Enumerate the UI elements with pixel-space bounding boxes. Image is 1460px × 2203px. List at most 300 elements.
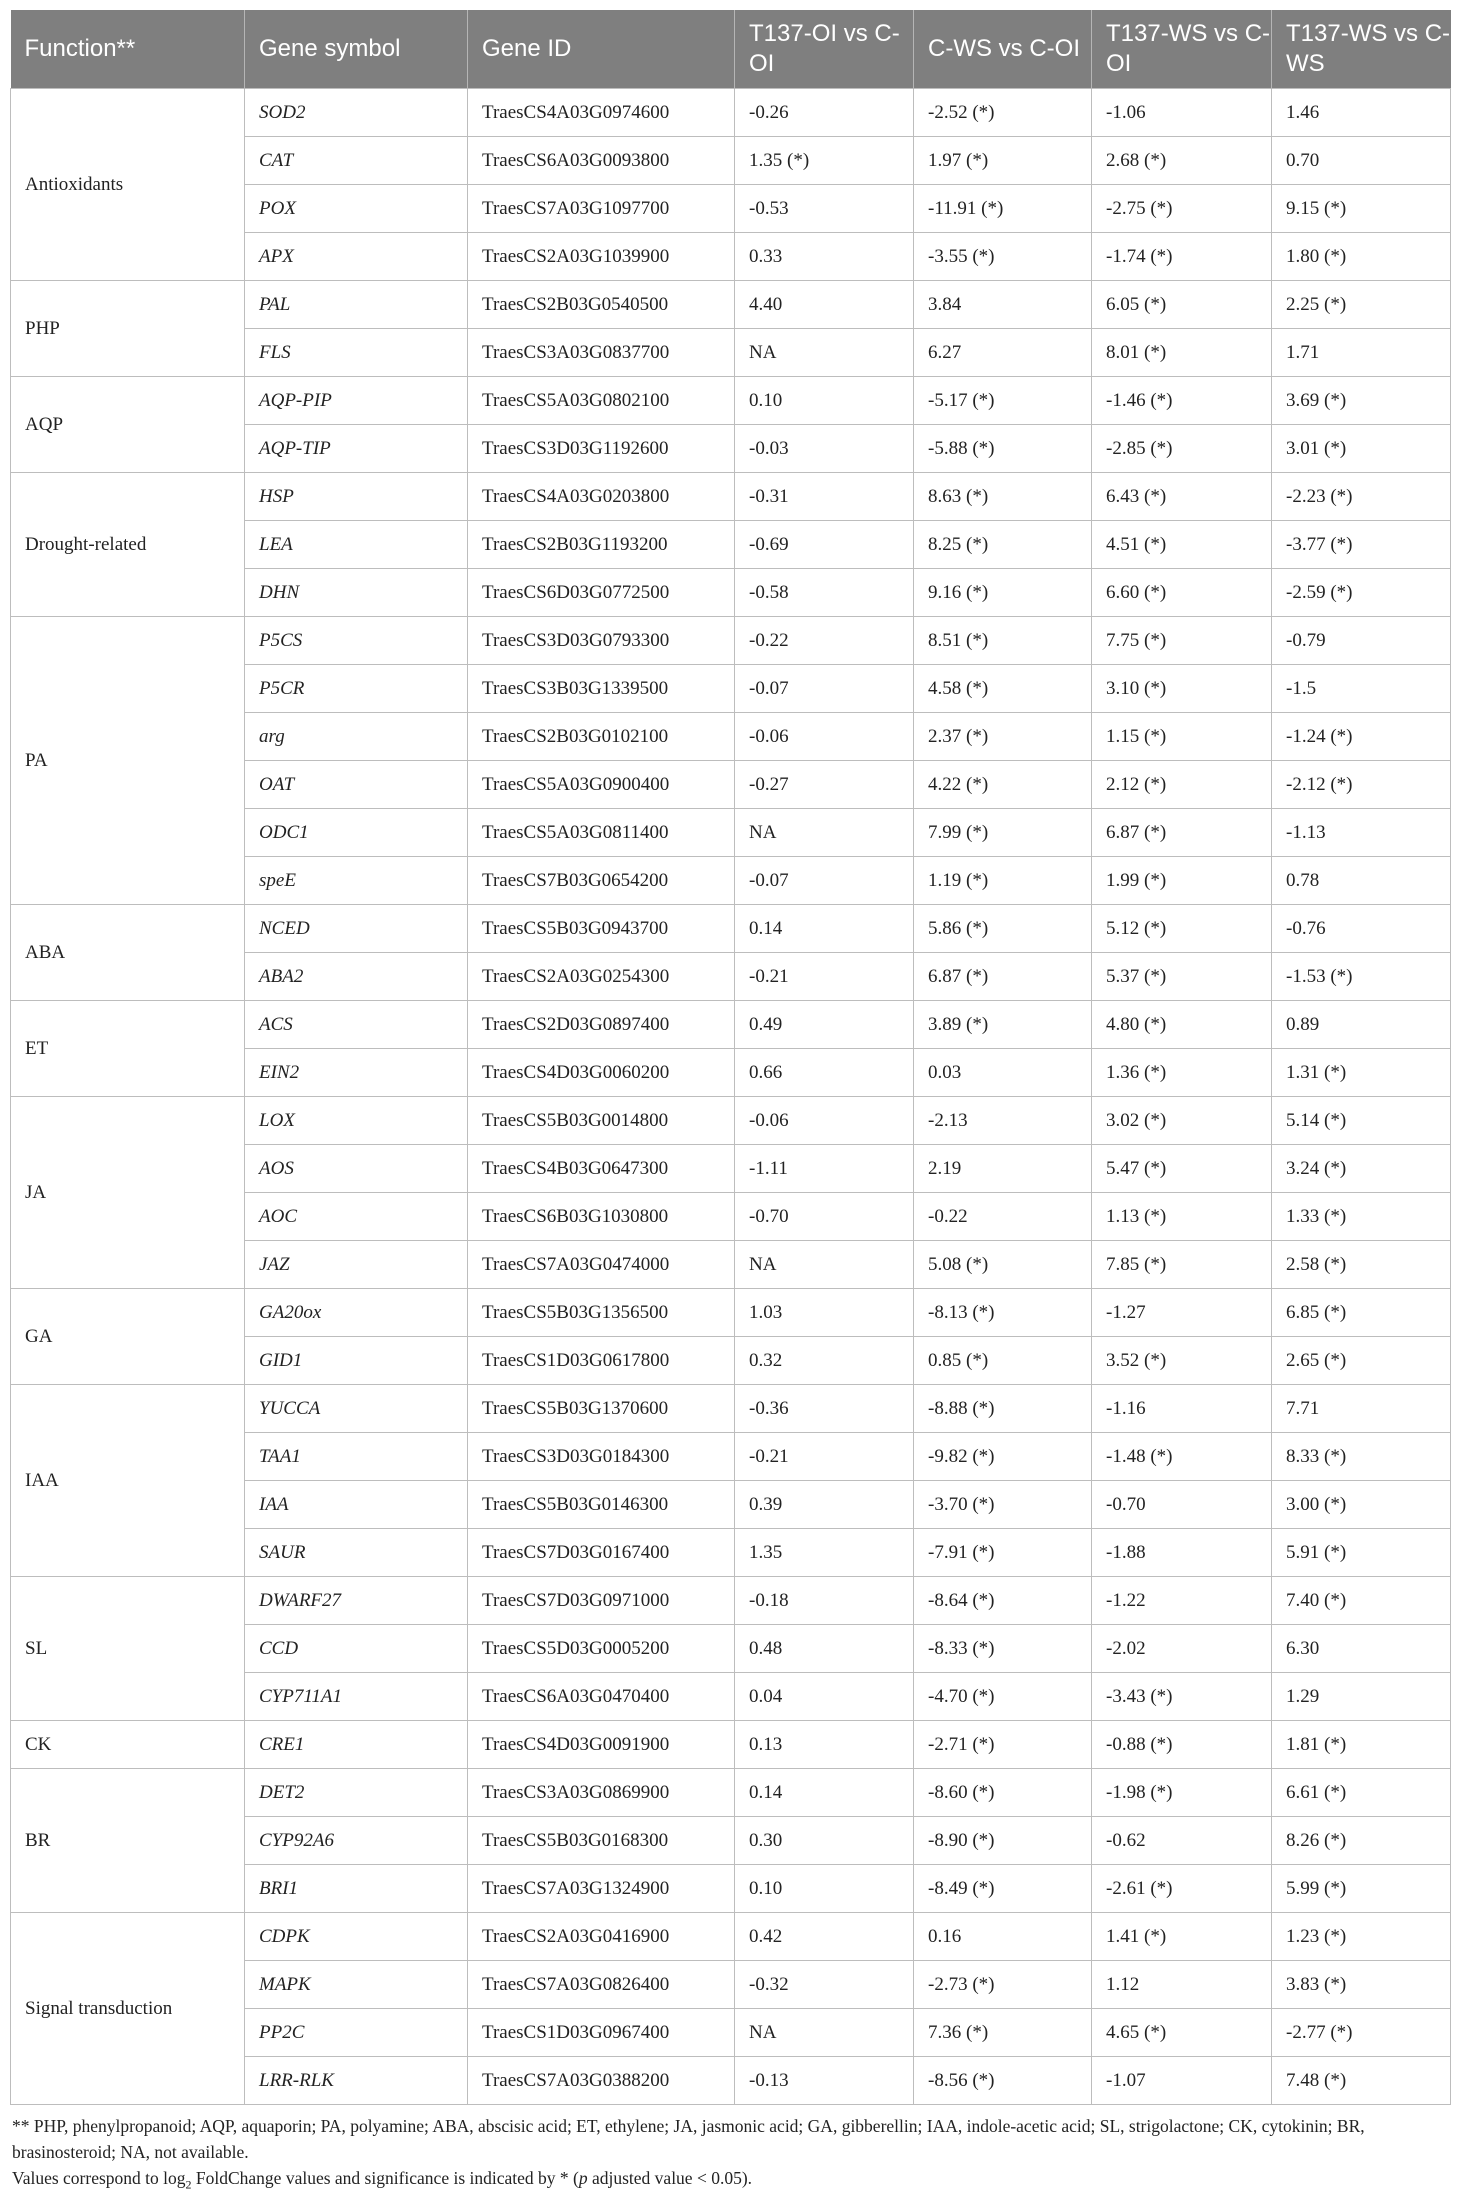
t137-oi-vs-c-oi-cell: -0.03 [735,425,914,473]
gene-id-cell: TraesCS3A03G0837700 [468,329,735,377]
gene-symbol-cell: CRE1 [245,1721,468,1769]
t137-ws-vs-c-ws-cell: 5.91 (*) [1272,1529,1451,1577]
t137-ws-vs-c-oi-cell: 6.43 (*) [1092,473,1272,521]
t137-oi-vs-c-oi-cell: -0.06 [735,1097,914,1145]
header-t137-ws-vs-c-oi: T137-WS vs C-OI [1092,10,1272,89]
gene-id-cell: TraesCS5A03G0802100 [468,377,735,425]
t137-ws-vs-c-ws-cell: -2.77 (*) [1272,2009,1451,2057]
gene-id-cell: TraesCS5B03G1356500 [468,1289,735,1337]
t137-oi-vs-c-oi-cell: 0.13 [735,1721,914,1769]
header-gene-id: Gene ID [468,10,735,89]
t137-ws-vs-c-oi-cell: 4.51 (*) [1092,521,1272,569]
t137-ws-vs-c-ws-cell: 0.70 [1272,137,1451,185]
t137-ws-vs-c-oi-cell: 8.01 (*) [1092,329,1272,377]
gene-id-cell: TraesCS7A03G1097700 [468,185,735,233]
c-ws-vs-c-oi-cell: 8.25 (*) [914,521,1092,569]
gene-symbol-cell: CAT [245,137,468,185]
gene-symbol-cell: TAA1 [245,1433,468,1481]
gene-symbol-cell: GA20ox [245,1289,468,1337]
function-cell: Drought-related [11,473,245,617]
t137-ws-vs-c-ws-cell: 9.15 (*) [1272,185,1451,233]
gene-id-cell: TraesCS2B03G1193200 [468,521,735,569]
t137-ws-vs-c-ws-cell: 0.89 [1272,1001,1451,1049]
t137-oi-vs-c-oi-cell: -1.11 [735,1145,914,1193]
c-ws-vs-c-oi-cell: 8.63 (*) [914,473,1092,521]
t137-ws-vs-c-ws-cell: 1.33 (*) [1272,1193,1451,1241]
gene-symbol-cell: OAT [245,761,468,809]
t137-ws-vs-c-ws-cell: 3.00 (*) [1272,1481,1451,1529]
gene-id-cell: TraesCS4A03G0974600 [468,89,735,137]
t137-ws-vs-c-ws-cell: -0.79 [1272,617,1451,665]
c-ws-vs-c-oi-cell: 3.84 [914,281,1092,329]
t137-oi-vs-c-oi-cell: -0.58 [735,569,914,617]
t137-ws-vs-c-ws-cell: 8.33 (*) [1272,1433,1451,1481]
table-row [11,1913,1451,1961]
gene-id-cell: TraesCS2D03G0897400 [468,1001,735,1049]
t137-ws-vs-c-ws-cell: 3.83 (*) [1272,1961,1451,2009]
t137-ws-vs-c-oi-cell: -2.02 [1092,1625,1272,1673]
gene-symbol-cell: AQP-TIP [245,425,468,473]
c-ws-vs-c-oi-cell: 8.51 (*) [914,617,1092,665]
table-header [11,10,1451,89]
function-cell: CK [11,1721,245,1769]
table-container [10,10,1450,2198]
function-cell: AQP [11,377,245,473]
t137-oi-vs-c-oi-cell: -0.06 [735,713,914,761]
t137-ws-vs-c-oi-cell: 7.85 (*) [1092,1241,1272,1289]
function-cell: IAA [11,1385,245,1577]
t137-ws-vs-c-ws-cell: -1.5 [1272,665,1451,713]
t137-oi-vs-c-oi-cell: NA [735,329,914,377]
gene-symbol-cell: SOD2 [245,89,468,137]
t137-ws-vs-c-ws-cell: -3.77 (*) [1272,521,1451,569]
t137-ws-vs-c-oi-cell: 2.68 (*) [1092,137,1272,185]
gene-symbol-cell: ACS [245,1001,468,1049]
table-row [11,89,1451,137]
c-ws-vs-c-oi-cell: -11.91 (*) [914,185,1092,233]
t137-oi-vs-c-oi-cell: -0.18 [735,1577,914,1625]
c-ws-vs-c-oi-cell: -8.88 (*) [914,1385,1092,1433]
gene-symbol-cell: PAL [245,281,468,329]
header-function: Function** [11,10,245,89]
function-cell: ET [11,1001,245,1097]
gene-id-cell: TraesCS6D03G0772500 [468,569,735,617]
t137-ws-vs-c-oi-cell: 1.12 [1092,1961,1272,2009]
gene-symbol-cell: EIN2 [245,1049,468,1097]
gene-id-cell: TraesCS6A03G0093800 [468,137,735,185]
gene-symbol-cell: AOS [245,1145,468,1193]
t137-oi-vs-c-oi-cell: 0.32 [735,1337,914,1385]
c-ws-vs-c-oi-cell: -8.56 (*) [914,2057,1092,2105]
t137-ws-vs-c-ws-cell: 6.61 (*) [1272,1769,1451,1817]
c-ws-vs-c-oi-cell: -0.22 [914,1193,1092,1241]
gene-symbol-cell: CDPK [245,1913,468,1961]
c-ws-vs-c-oi-cell: 2.19 [914,1145,1092,1193]
footnote-abbreviations: ** PHP, phenylpropanoid; AQP, aquaporin; PA, polyamine; ABA, abscisic acid; ET, ethylene; JA, jasmonic acid; GA, gibberellin; IAA, indole-acetic acid; SL, strigolactone; CK, cytokinin; BR, brasinosteroid; NA, not available. [12,2116,1365,2162]
c-ws-vs-c-oi-cell: 6.27 [914,329,1092,377]
t137-ws-vs-c-oi-cell: 6.60 (*) [1092,569,1272,617]
t137-oi-vs-c-oi-cell: -0.31 [735,473,914,521]
t137-oi-vs-c-oi-cell: 1.35 (*) [735,137,914,185]
t137-ws-vs-c-oi-cell: 4.80 (*) [1092,1001,1272,1049]
table-footnotes [10,2113,1450,2198]
t137-ws-vs-c-ws-cell: 3.24 (*) [1272,1145,1451,1193]
footnote-values-end: adjusted value < 0.05). [587,2168,753,2188]
gene-expression-table [10,10,1451,2105]
gene-symbol-cell: AOC [245,1193,468,1241]
t137-ws-vs-c-oi-cell: 5.47 (*) [1092,1145,1272,1193]
t137-oi-vs-c-oi-cell: 0.14 [735,905,914,953]
function-cell: BR [11,1769,245,1913]
gene-id-cell: TraesCS4D03G0091900 [468,1721,735,1769]
t137-ws-vs-c-ws-cell: 5.99 (*) [1272,1865,1451,1913]
t137-ws-vs-c-ws-cell: 7.40 (*) [1272,1577,1451,1625]
gene-id-cell: TraesCS7A03G0388200 [468,2057,735,2105]
t137-oi-vs-c-oi-cell: -0.21 [735,1433,914,1481]
gene-symbol-cell: HSP [245,473,468,521]
header-c-ws-vs-c-oi: C-WS vs C-OI [914,10,1092,89]
gene-symbol-cell: DHN [245,569,468,617]
gene-symbol-cell: DET2 [245,1769,468,1817]
c-ws-vs-c-oi-cell: -8.49 (*) [914,1865,1092,1913]
c-ws-vs-c-oi-cell: -8.90 (*) [914,1817,1092,1865]
function-cell: Antioxidants [11,89,245,281]
gene-id-cell: TraesCS5B03G1370600 [468,1385,735,1433]
table-row [11,617,1451,665]
t137-ws-vs-c-ws-cell: 8.26 (*) [1272,1817,1451,1865]
footnote-log-base: 2 [185,2177,192,2192]
gene-id-cell: TraesCS4D03G0060200 [468,1049,735,1097]
gene-symbol-cell: ABA2 [245,953,468,1001]
c-ws-vs-c-oi-cell: 1.97 (*) [914,137,1092,185]
header-t137-oi-vs-c-oi: T137-OI vs C-OI [735,10,914,89]
t137-ws-vs-c-oi-cell: -1.88 [1092,1529,1272,1577]
t137-ws-vs-c-oi-cell: -1.22 [1092,1577,1272,1625]
table-row [11,281,1451,329]
gene-id-cell: TraesCS4B03G0647300 [468,1145,735,1193]
t137-ws-vs-c-oi-cell: -1.46 (*) [1092,377,1272,425]
c-ws-vs-c-oi-cell: -2.13 [914,1097,1092,1145]
t137-ws-vs-c-ws-cell: 1.23 (*) [1272,1913,1451,1961]
t137-ws-vs-c-oi-cell: 1.15 (*) [1092,713,1272,761]
t137-ws-vs-c-oi-cell: -1.48 (*) [1092,1433,1272,1481]
t137-ws-vs-c-oi-cell: -2.85 (*) [1092,425,1272,473]
t137-ws-vs-c-ws-cell: -1.53 (*) [1272,953,1451,1001]
t137-oi-vs-c-oi-cell: 4.40 [735,281,914,329]
t137-ws-vs-c-oi-cell: -0.70 [1092,1481,1272,1529]
t137-oi-vs-c-oi-cell: -0.21 [735,953,914,1001]
t137-ws-vs-c-ws-cell: 5.14 (*) [1272,1097,1451,1145]
function-cell: GA [11,1289,245,1385]
gene-id-cell: TraesCS5B03G0146300 [468,1481,735,1529]
function-cell: PA [11,617,245,905]
header-t137-ws-vs-c-ws: T137-WS vs C-WS [1272,10,1451,89]
function-cell: ABA [11,905,245,1001]
gene-id-cell: TraesCS1D03G0967400 [468,2009,735,2057]
c-ws-vs-c-oi-cell: 9.16 (*) [914,569,1092,617]
gene-id-cell: TraesCS2A03G0416900 [468,1913,735,1961]
gene-id-cell: TraesCS2B03G0102100 [468,713,735,761]
gene-id-cell: TraesCS2A03G0254300 [468,953,735,1001]
t137-ws-vs-c-ws-cell: 1.80 (*) [1272,233,1451,281]
gene-symbol-cell: APX [245,233,468,281]
c-ws-vs-c-oi-cell: 3.89 (*) [914,1001,1092,1049]
t137-ws-vs-c-ws-cell: 3.01 (*) [1272,425,1451,473]
t137-ws-vs-c-ws-cell: 0.78 [1272,857,1451,905]
table-row [11,377,1451,425]
c-ws-vs-c-oi-cell: 7.99 (*) [914,809,1092,857]
gene-symbol-cell: NCED [245,905,468,953]
table-row [11,905,1451,953]
t137-ws-vs-c-oi-cell: -0.88 (*) [1092,1721,1272,1769]
t137-ws-vs-c-ws-cell: 1.29 [1272,1673,1451,1721]
gene-symbol-cell: FLS [245,329,468,377]
t137-ws-vs-c-oi-cell: -1.06 [1092,89,1272,137]
t137-oi-vs-c-oi-cell: NA [735,2009,914,2057]
t137-ws-vs-c-oi-cell: 6.87 (*) [1092,809,1272,857]
gene-symbol-cell: arg [245,713,468,761]
t137-oi-vs-c-oi-cell: -0.07 [735,857,914,905]
t137-oi-vs-c-oi-cell: -0.70 [735,1193,914,1241]
t137-ws-vs-c-ws-cell: 2.25 (*) [1272,281,1451,329]
gene-symbol-cell: CYP711A1 [245,1673,468,1721]
t137-oi-vs-c-oi-cell: 0.33 [735,233,914,281]
t137-ws-vs-c-ws-cell: 7.71 [1272,1385,1451,1433]
function-cell: Signal transduction [11,1913,245,2105]
t137-oi-vs-c-oi-cell: -0.26 [735,89,914,137]
t137-oi-vs-c-oi-cell: NA [735,809,914,857]
gene-id-cell: TraesCS7A03G0826400 [468,1961,735,2009]
t137-ws-vs-c-ws-cell: 2.58 (*) [1272,1241,1451,1289]
gene-id-cell: TraesCS7D03G0167400 [468,1529,735,1577]
table-row [11,1577,1451,1625]
table-body [11,89,1451,2105]
table-row [11,473,1451,521]
c-ws-vs-c-oi-cell: -8.13 (*) [914,1289,1092,1337]
header-row [11,10,1451,89]
c-ws-vs-c-oi-cell: 5.86 (*) [914,905,1092,953]
t137-oi-vs-c-oi-cell: -0.07 [735,665,914,713]
gene-id-cell: TraesCS3D03G0793300 [468,617,735,665]
t137-ws-vs-c-oi-cell: -3.43 (*) [1092,1673,1272,1721]
t137-ws-vs-c-oi-cell: 5.37 (*) [1092,953,1272,1001]
t137-oi-vs-c-oi-cell: 1.35 [735,1529,914,1577]
function-cell: JA [11,1097,245,1289]
c-ws-vs-c-oi-cell: -7.91 (*) [914,1529,1092,1577]
c-ws-vs-c-oi-cell: -3.70 (*) [914,1481,1092,1529]
t137-oi-vs-c-oi-cell: 0.04 [735,1673,914,1721]
t137-ws-vs-c-ws-cell: 2.65 (*) [1272,1337,1451,1385]
c-ws-vs-c-oi-cell: 4.58 (*) [914,665,1092,713]
gene-symbol-cell: CCD [245,1625,468,1673]
t137-oi-vs-c-oi-cell: 0.42 [735,1913,914,1961]
t137-ws-vs-c-oi-cell: -1.74 (*) [1092,233,1272,281]
t137-ws-vs-c-oi-cell: -0.62 [1092,1817,1272,1865]
t137-oi-vs-c-oi-cell: 0.39 [735,1481,914,1529]
t137-oi-vs-c-oi-cell: 1.03 [735,1289,914,1337]
t137-oi-vs-c-oi-cell: -0.53 [735,185,914,233]
t137-oi-vs-c-oi-cell: -0.27 [735,761,914,809]
t137-ws-vs-c-oi-cell: 6.05 (*) [1092,281,1272,329]
gene-symbol-cell: JAZ [245,1241,468,1289]
c-ws-vs-c-oi-cell: -5.88 (*) [914,425,1092,473]
t137-ws-vs-c-ws-cell: -0.76 [1272,905,1451,953]
t137-oi-vs-c-oi-cell: 0.49 [735,1001,914,1049]
gene-id-cell: TraesCS5B03G0014800 [468,1097,735,1145]
t137-ws-vs-c-ws-cell: -1.13 [1272,809,1451,857]
t137-ws-vs-c-oi-cell: 1.41 (*) [1092,1913,1272,1961]
t137-ws-vs-c-oi-cell: 1.13 (*) [1092,1193,1272,1241]
gene-id-cell: TraesCS2B03G0540500 [468,281,735,329]
gene-symbol-cell: PP2C [245,2009,468,2057]
gene-symbol-cell: LEA [245,521,468,569]
footnote-p: p [578,2168,588,2188]
c-ws-vs-c-oi-cell: -8.64 (*) [914,1577,1092,1625]
gene-id-cell: TraesCS7D03G0971000 [468,1577,735,1625]
gene-id-cell: TraesCS7A03G1324900 [468,1865,735,1913]
t137-ws-vs-c-ws-cell: 1.81 (*) [1272,1721,1451,1769]
t137-ws-vs-c-ws-cell: 1.31 (*) [1272,1049,1451,1097]
c-ws-vs-c-oi-cell: -9.82 (*) [914,1433,1092,1481]
table-row [11,1289,1451,1337]
t137-ws-vs-c-oi-cell: 3.10 (*) [1092,665,1272,713]
gene-id-cell: TraesCS7B03G0654200 [468,857,735,905]
c-ws-vs-c-oi-cell: -8.33 (*) [914,1625,1092,1673]
t137-ws-vs-c-oi-cell: -1.98 (*) [1092,1769,1272,1817]
footnote-values-post: FoldChange values and significance is indicated by * ( [191,2168,579,2188]
c-ws-vs-c-oi-cell: -8.60 (*) [914,1769,1092,1817]
t137-ws-vs-c-ws-cell: -2.23 (*) [1272,473,1451,521]
c-ws-vs-c-oi-cell: -2.73 (*) [914,1961,1092,2009]
c-ws-vs-c-oi-cell: 6.87 (*) [914,953,1092,1001]
gene-symbol-cell: SAUR [245,1529,468,1577]
gene-symbol-cell: GID1 [245,1337,468,1385]
gene-id-cell: TraesCS5D03G0005200 [468,1625,735,1673]
footnote-values [12,2165,1450,2198]
c-ws-vs-c-oi-cell: 2.37 (*) [914,713,1092,761]
t137-oi-vs-c-oi-cell: -0.32 [735,1961,914,2009]
gene-symbol-cell: LOX [245,1097,468,1145]
t137-ws-vs-c-oi-cell: 2.12 (*) [1092,761,1272,809]
gene-id-cell: TraesCS5A03G0900400 [468,761,735,809]
t137-ws-vs-c-oi-cell: 7.75 (*) [1092,617,1272,665]
gene-symbol-cell: CYP92A6 [245,1817,468,1865]
gene-id-cell: TraesCS5B03G0168300 [468,1817,735,1865]
t137-ws-vs-c-oi-cell: -1.16 [1092,1385,1272,1433]
t137-oi-vs-c-oi-cell: -0.22 [735,617,914,665]
t137-ws-vs-c-oi-cell: 4.65 (*) [1092,2009,1272,2057]
t137-ws-vs-c-oi-cell: 1.99 (*) [1092,857,1272,905]
table-row [11,1001,1451,1049]
t137-ws-vs-c-ws-cell: -2.59 (*) [1272,569,1451,617]
t137-oi-vs-c-oi-cell: 0.10 [735,377,914,425]
t137-oi-vs-c-oi-cell: -0.36 [735,1385,914,1433]
c-ws-vs-c-oi-cell: 7.36 (*) [914,2009,1092,2057]
c-ws-vs-c-oi-cell: 0.85 (*) [914,1337,1092,1385]
gene-id-cell: TraesCS5A03G0811400 [468,809,735,857]
gene-id-cell: TraesCS3D03G0184300 [468,1433,735,1481]
gene-id-cell: TraesCS1D03G0617800 [468,1337,735,1385]
t137-ws-vs-c-oi-cell: -2.75 (*) [1092,185,1272,233]
c-ws-vs-c-oi-cell: 4.22 (*) [914,761,1092,809]
t137-ws-vs-c-ws-cell: 1.71 [1272,329,1451,377]
c-ws-vs-c-oi-cell: -5.17 (*) [914,377,1092,425]
t137-oi-vs-c-oi-cell: -0.69 [735,521,914,569]
t137-oi-vs-c-oi-cell: 0.66 [735,1049,914,1097]
gene-symbol-cell: speE [245,857,468,905]
gene-symbol-cell: P5CS [245,617,468,665]
c-ws-vs-c-oi-cell: -2.52 (*) [914,89,1092,137]
gene-id-cell: TraesCS6A03G0470400 [468,1673,735,1721]
gene-symbol-cell: POX [245,185,468,233]
c-ws-vs-c-oi-cell: -2.71 (*) [914,1721,1092,1769]
table-row [11,1385,1451,1433]
gene-symbol-cell: LRR-RLK [245,2057,468,2105]
c-ws-vs-c-oi-cell: 0.03 [914,1049,1092,1097]
t137-ws-vs-c-ws-cell: 6.30 [1272,1625,1451,1673]
t137-ws-vs-c-oi-cell: -2.61 (*) [1092,1865,1272,1913]
gene-symbol-cell: BRI1 [245,1865,468,1913]
header-gene-symbol: Gene symbol [245,10,468,89]
gene-id-cell: TraesCS2A03G1039900 [468,233,735,281]
gene-id-cell: TraesCS6B03G1030800 [468,1193,735,1241]
t137-oi-vs-c-oi-cell: -0.13 [735,2057,914,2105]
t137-ws-vs-c-oi-cell: 3.52 (*) [1092,1337,1272,1385]
t137-ws-vs-c-oi-cell: 1.36 (*) [1092,1049,1272,1097]
gene-symbol-cell: ODC1 [245,809,468,857]
t137-oi-vs-c-oi-cell: 0.10 [735,1865,914,1913]
gene-symbol-cell: IAA [245,1481,468,1529]
t137-ws-vs-c-ws-cell: 7.48 (*) [1272,2057,1451,2105]
gene-symbol-cell: DWARF27 [245,1577,468,1625]
table-row [11,1769,1451,1817]
t137-ws-vs-c-ws-cell: 1.46 [1272,89,1451,137]
gene-id-cell: TraesCS3D03G1192600 [468,425,735,473]
gene-symbol-cell: YUCCA [245,1385,468,1433]
t137-oi-vs-c-oi-cell: 0.14 [735,1769,914,1817]
c-ws-vs-c-oi-cell: 0.16 [914,1913,1092,1961]
table-row [11,1097,1451,1145]
function-cell: PHP [11,281,245,377]
gene-symbol-cell: P5CR [245,665,468,713]
t137-ws-vs-c-ws-cell: 3.69 (*) [1272,377,1451,425]
gene-symbol-cell: MAPK [245,1961,468,2009]
t137-ws-vs-c-oi-cell: 5.12 (*) [1092,905,1272,953]
gene-id-cell: TraesCS4A03G0203800 [468,473,735,521]
c-ws-vs-c-oi-cell: -3.55 (*) [914,233,1092,281]
c-ws-vs-c-oi-cell: -4.70 (*) [914,1673,1092,1721]
gene-id-cell: TraesCS3A03G0869900 [468,1769,735,1817]
gene-id-cell: TraesCS7A03G0474000 [468,1241,735,1289]
t137-ws-vs-c-ws-cell: 6.85 (*) [1272,1289,1451,1337]
c-ws-vs-c-oi-cell: 5.08 (*) [914,1241,1092,1289]
t137-ws-vs-c-oi-cell: -1.07 [1092,2057,1272,2105]
t137-ws-vs-c-ws-cell: -2.12 (*) [1272,761,1451,809]
t137-ws-vs-c-ws-cell: -1.24 (*) [1272,713,1451,761]
footnote-values-pre: Values correspond to log [12,2168,186,2188]
table-row [11,1721,1451,1769]
gene-id-cell: TraesCS5B03G0943700 [468,905,735,953]
t137-oi-vs-c-oi-cell: NA [735,1241,914,1289]
t137-ws-vs-c-oi-cell: 3.02 (*) [1092,1097,1272,1145]
gene-symbol-cell: AQP-PIP [245,377,468,425]
t137-oi-vs-c-oi-cell: 0.30 [735,1817,914,1865]
function-cell: SL [11,1577,245,1721]
gene-id-cell: TraesCS3B03G1339500 [468,665,735,713]
c-ws-vs-c-oi-cell: 1.19 (*) [914,857,1092,905]
t137-oi-vs-c-oi-cell: 0.48 [735,1625,914,1673]
t137-ws-vs-c-oi-cell: -1.27 [1092,1289,1272,1337]
